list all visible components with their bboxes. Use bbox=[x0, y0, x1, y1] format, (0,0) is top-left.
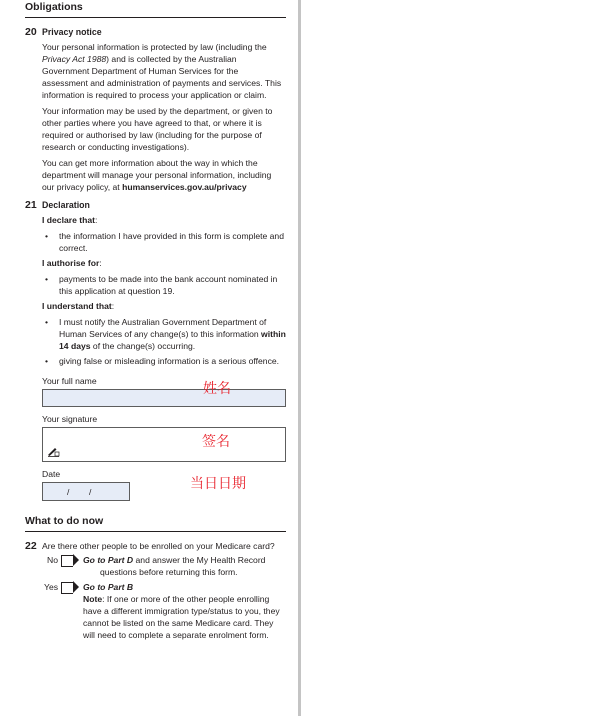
text-run: I must notify the Australian Government Department of Human Services of any change(s) to this information bbox=[59, 317, 267, 339]
colon: : bbox=[99, 258, 102, 268]
privacy-paragraph-2: Your information may be used by the department, or given to other parties where you have agreed to that, or where it is required or authorised by law (including for the purpose of research or conducting investigations). bbox=[42, 106, 273, 152]
note bbox=[83, 593, 286, 641]
question-title: Declaration bbox=[42, 200, 90, 210]
question-20 bbox=[25, 26, 286, 193]
privacy-paragraph-1 bbox=[42, 41, 286, 101]
question-title: Are there other people to be enrolled on your Medicare card? bbox=[42, 541, 275, 551]
question-number: 21 bbox=[25, 199, 37, 211]
date-separator: / bbox=[67, 487, 70, 497]
text-run: and answer the My Health Record questions before returning this form. bbox=[100, 555, 266, 577]
section-heading-what-to-do-now: What to do now bbox=[25, 514, 286, 532]
arrow-icon bbox=[73, 554, 79, 566]
text-run: ) and is collected by the Australian Government Department of Human Services for the assessment and administration of payments and services. This information is required to process your application or claim. bbox=[42, 54, 282, 100]
privacy-paragraph-3 bbox=[42, 157, 286, 193]
option-label: No bbox=[47, 555, 58, 565]
declare-item: • the information I have provided in this form is complete and correct. bbox=[42, 230, 286, 254]
option-label: Yes bbox=[44, 582, 59, 592]
text-run: You can get more information about the way in which the department will manage your personal information, including our privacy policy, at bbox=[42, 158, 272, 192]
option-no[interactable] bbox=[42, 554, 286, 578]
signature-label: Your signature bbox=[42, 414, 98, 424]
signature-field[interactable] bbox=[42, 427, 286, 462]
act-name: Privacy Act 1988 bbox=[42, 54, 107, 64]
annotation-name: 姓名 bbox=[203, 381, 231, 397]
declare-heading bbox=[42, 214, 286, 226]
option-text bbox=[83, 555, 265, 577]
understand-item: • giving false or misleading information is a serious offence. bbox=[42, 355, 286, 367]
question-22 bbox=[25, 540, 286, 641]
pen-icon bbox=[47, 446, 60, 457]
full-name-label: Your full name bbox=[42, 376, 97, 386]
authorise-heading bbox=[42, 257, 286, 269]
column-divider bbox=[298, 0, 301, 716]
section-heading-obligations: Obligations bbox=[25, 0, 286, 18]
question-number: 22 bbox=[25, 540, 37, 552]
understand-heading bbox=[42, 300, 286, 312]
question-number: 20 bbox=[25, 26, 37, 38]
note-label: Note bbox=[83, 594, 103, 604]
heading-text: I authorise for bbox=[42, 258, 100, 268]
understand-item bbox=[42, 316, 286, 352]
form-column bbox=[25, 0, 286, 643]
privacy-url[interactable]: humanservices.gov.au/privacy bbox=[122, 182, 247, 192]
deadline-text: within 14 days bbox=[59, 329, 286, 351]
colon: : bbox=[111, 301, 115, 311]
checkbox-yes[interactable] bbox=[61, 582, 73, 594]
authorise-item: • payments to be made into the bank account nominated in this application at question 19. bbox=[42, 273, 286, 297]
question-21 bbox=[25, 199, 286, 501]
heading-text: I declare that bbox=[42, 215, 96, 225]
heading-text: I understand that bbox=[42, 301, 112, 311]
text-run: Your personal information is protected by law (including the bbox=[42, 42, 267, 52]
annotation-date: 当日日期 bbox=[190, 476, 246, 492]
full-name-field[interactable] bbox=[42, 389, 286, 407]
goto-part: Go to Part D bbox=[83, 555, 134, 565]
colon: : bbox=[95, 215, 98, 225]
goto-part: Go to Part B bbox=[83, 582, 134, 592]
question-title: Privacy notice bbox=[42, 27, 102, 37]
checkbox-no[interactable] bbox=[61, 555, 73, 567]
annotation-signature: 签名 bbox=[202, 434, 230, 450]
option-text bbox=[83, 581, 286, 641]
note-text: : If one or more of the other people enrolling have a different immigration type/status to you, they cannot be listed on the same Medicare card. They will need to complete a separate enrolment form. bbox=[83, 594, 280, 640]
date-field[interactable] bbox=[42, 482, 130, 501]
text-run: of the change(s) occurring. bbox=[90, 341, 196, 351]
arrow-icon bbox=[73, 581, 79, 593]
date-label: Date bbox=[42, 469, 61, 479]
option-yes[interactable] bbox=[42, 581, 286, 641]
date-separator: / bbox=[89, 487, 92, 497]
